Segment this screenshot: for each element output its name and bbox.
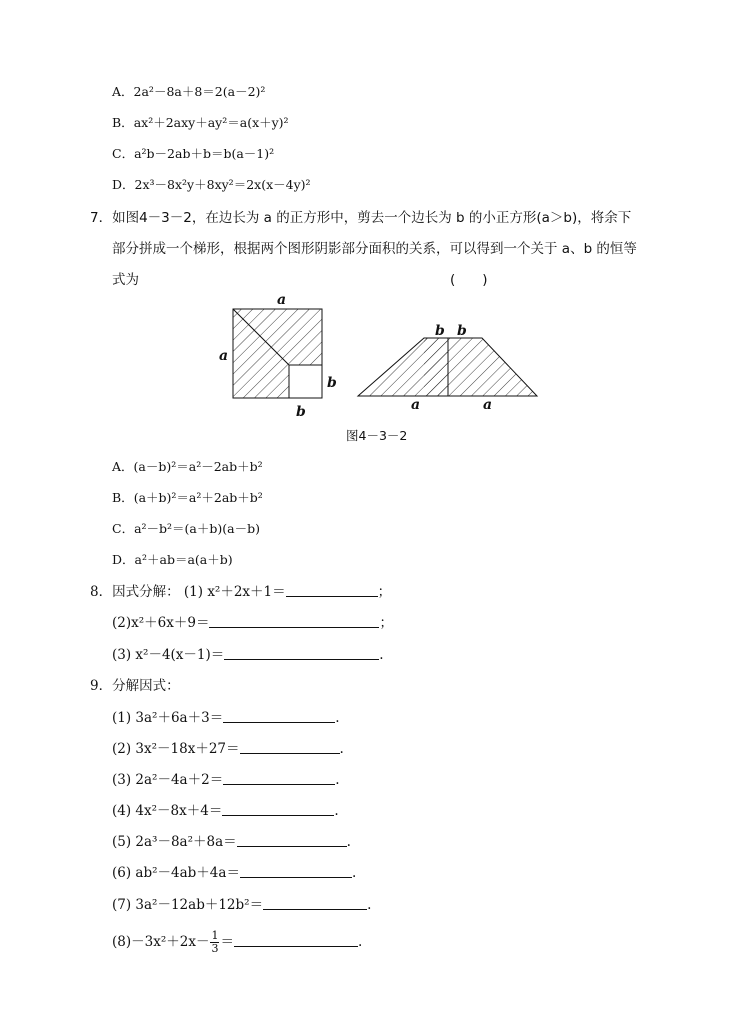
option-expression: a²＋ab＝a(a＋b): [134, 552, 233, 567]
item-expression: 3x²－18x＋27＝: [135, 741, 240, 757]
item-expression: ab²－4ab＋4a＝: [135, 865, 240, 881]
q7-option-a: [112, 459, 263, 475]
item-expression: 4x²－8x＋4＝: [135, 803, 223, 819]
item-end: .: [346, 834, 351, 850]
option-expression: a²－b²＝(a＋b)(a－b): [134, 521, 260, 536]
option-expression: (a－b)²＝a²－2ab＋b²: [133, 459, 263, 474]
q8-item-3: [112, 647, 384, 663]
label-trap-top-left: b: [435, 323, 445, 339]
q9-item-2: [112, 741, 344, 757]
option-expression: ax²＋2axy＋ay²＝a(x＋y)²: [133, 115, 289, 130]
label-small-right: b: [327, 375, 337, 391]
q6-option-d: [112, 177, 311, 193]
option-letter: A．: [112, 84, 134, 99]
item-end: .: [335, 710, 340, 726]
option-letter: C．: [112, 146, 135, 161]
item-end: .: [335, 772, 340, 788]
answer-blank[interactable]: [240, 866, 352, 878]
q7-option-b: [112, 490, 263, 506]
item-label: (6): [112, 865, 132, 881]
q7-line2: 部分拼成一个梯形，根据两个图形阴影部分面积的关系，可以得到一个关于 a、b 的恒等: [112, 241, 637, 257]
option-letter: C．: [112, 521, 135, 536]
fraction-one-third: [210, 930, 219, 955]
question-number: 7．: [90, 210, 113, 226]
item-end: .: [357, 934, 363, 950]
q9-item-1: [112, 710, 340, 726]
q7-option-d: [112, 552, 233, 568]
figure-caption: 图4－3－2: [346, 428, 408, 443]
answer-blank[interactable]: [209, 616, 379, 628]
item-end: .: [334, 803, 339, 819]
question-number: 8．: [90, 584, 113, 600]
item-end: ；: [377, 584, 392, 600]
question-text: 如图4－3－2，在边长为 a 的正方形中，剪去一个边长为 b 的小正方形(a＞b)，将余下: [112, 210, 632, 226]
item-end: .: [367, 897, 372, 913]
answer-blank[interactable]: [240, 742, 340, 754]
q6-option-c: [112, 146, 274, 162]
answer-blank[interactable]: [222, 804, 334, 816]
fraction-denominator: 3: [211, 942, 219, 955]
item-expression: 3a²＋6a＋3＝: [135, 710, 224, 726]
item-end: ；: [379, 615, 393, 631]
q9-item-8: [112, 930, 362, 955]
figure-4-3-2: [0, 290, 737, 420]
answer-blank[interactable]: [224, 648, 379, 660]
item-end: .: [351, 865, 357, 881]
item-label: (4): [112, 803, 132, 819]
answer-blank[interactable]: [263, 898, 367, 910]
label-trap-bottom-right: a: [483, 397, 493, 413]
question-title: 因式分解：: [112, 584, 180, 600]
answer-blank[interactable]: [286, 585, 378, 597]
item-label: (1): [183, 584, 204, 600]
item-label: (2): [112, 615, 132, 631]
q7-option-c: [112, 521, 260, 537]
item-end: .: [379, 647, 384, 663]
item-expression: 2a³－8a²＋8a＝: [135, 834, 237, 850]
item-expression: －3x²＋2x－: [131, 934, 210, 950]
item-end: .: [339, 741, 344, 757]
answer-blank[interactable]: [237, 835, 347, 847]
label-trap-top-right: b: [457, 323, 467, 339]
item-label: (8): [112, 934, 132, 950]
option-letter: D．: [112, 177, 135, 192]
question-number: 9．: [90, 678, 113, 694]
item-label: (3): [112, 647, 132, 663]
q8-item-2: [112, 615, 393, 631]
item-label: (3): [112, 772, 132, 788]
option-letter: B．: [112, 115, 134, 130]
square-figure: [219, 292, 337, 420]
q8-line1: [90, 584, 391, 600]
q9-header: [90, 678, 180, 694]
q9-item-5: [112, 834, 351, 850]
item-expression: 2a²－4a＋2＝: [135, 772, 224, 788]
answer-blank[interactable]: [223, 711, 335, 723]
item-expression: x²＋6x＋9＝: [131, 615, 210, 631]
option-expression: (a＋b)²＝a²＋2ab＋b²: [133, 490, 263, 505]
small-square: [289, 365, 322, 398]
item-expression: x²－4(x－1)＝: [135, 647, 225, 663]
q7-line1: [90, 210, 631, 226]
question-title: 分解因式：: [112, 678, 180, 694]
item-label: (2): [112, 741, 132, 757]
q7-line3: 式为: [112, 272, 139, 288]
item-label: (1): [112, 710, 132, 726]
option-expression: 2x³－8x²y＋8xy²＝2x(x－4y)²: [134, 177, 311, 192]
label-trap-bottom-left: a: [411, 397, 421, 413]
label-square-top: a: [277, 292, 287, 308]
item-expression: x²＋2x＋1＝: [207, 584, 286, 600]
option-letter: D．: [112, 552, 135, 567]
q6-option-b: [112, 115, 289, 131]
q9-item-7: [112, 897, 371, 913]
q9-item-6: [112, 865, 356, 881]
option-letter: B．: [112, 490, 134, 505]
item-equals: ＝: [220, 934, 234, 950]
item-expression: 3a²－12ab＋12b²＝: [135, 897, 264, 913]
label-small-bottom: b: [296, 404, 306, 420]
q9-item-3: [112, 772, 340, 788]
fraction-numerator: 1: [211, 929, 219, 942]
answer-parentheses: ( ): [450, 272, 488, 288]
option-expression: a²b－2ab＋b＝b(a－1)²: [134, 146, 275, 161]
q9-item-4: [112, 803, 339, 819]
trapezoid-figure: [358, 323, 537, 413]
q6-option-a: [112, 84, 265, 100]
answer-blank[interactable]: [223, 773, 335, 785]
label-square-left: a: [219, 348, 229, 364]
option-letter: A．: [112, 459, 134, 474]
item-label: (7): [112, 897, 132, 913]
option-expression: 2a²－8a＋8＝2(a－2)²: [133, 84, 266, 99]
answer-blank[interactable]: [234, 935, 358, 947]
item-label: (5): [112, 834, 132, 850]
